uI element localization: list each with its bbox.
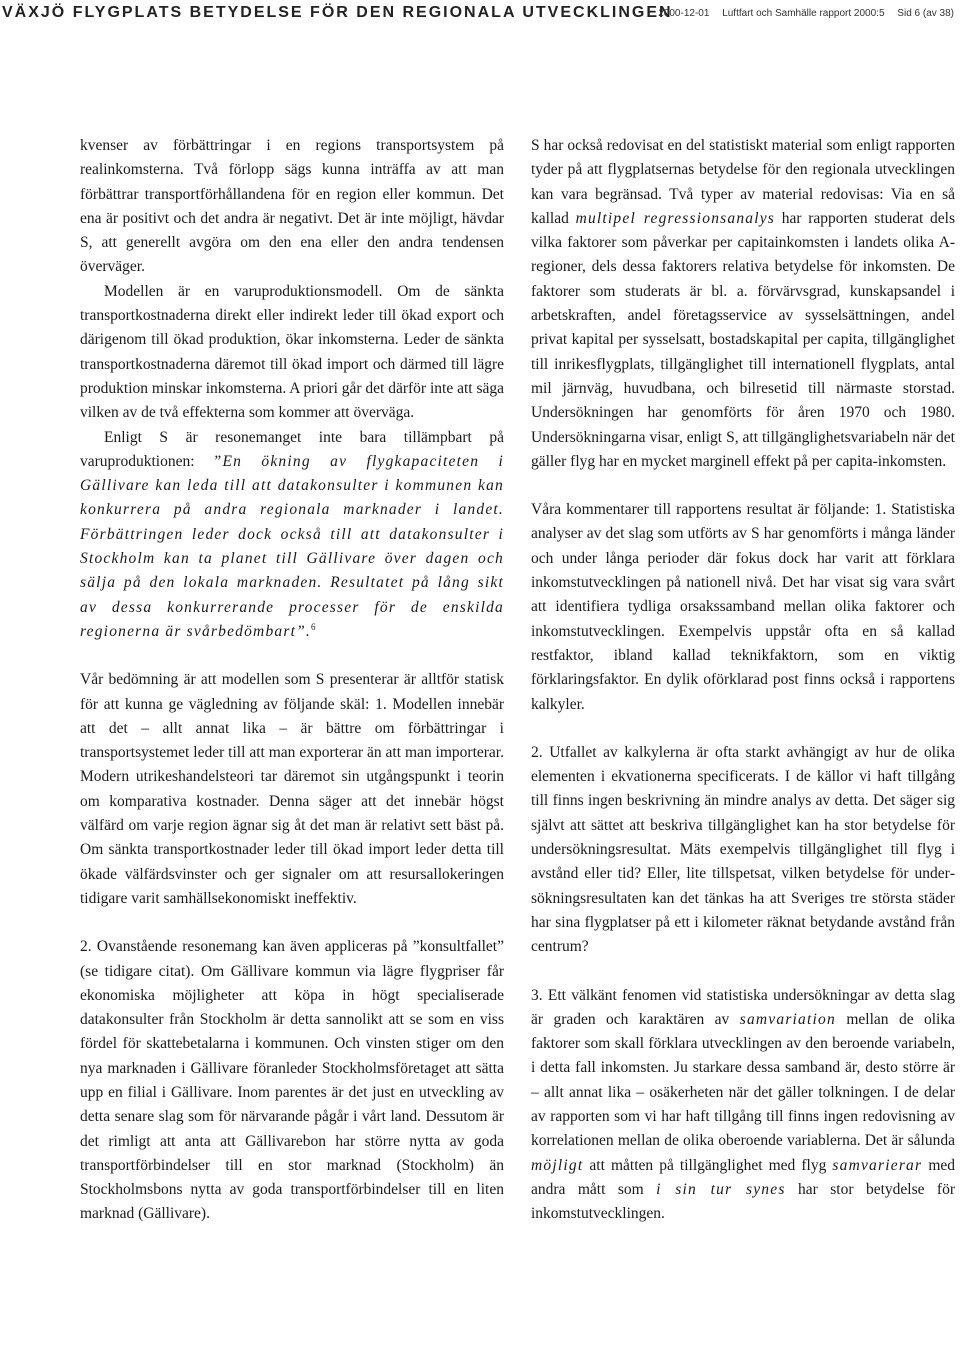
paragraph-quote bbox=[80, 426, 504, 645]
right-column bbox=[531, 134, 955, 1226]
emphasis-text: multipel regressionsanalys bbox=[575, 209, 776, 227]
paragraph-text: har rapporten studerat dels vilka faktorer som påverkar per capitainkomsten i landets olika A-regioner, dels dessa faktorers relativa betydelse för inkomsten. De faktorer som studerats är bl. a. förvärvsgrad, kunskapsandel i arbetskraften, andel företagsservice av sysselsättningen, andel privat kapital per sysselsatt, bostadskapital per capita, tillgänglighet till inrikesflygplats, tillgänglighet till internationell flygplats, antal mil järnväg, huvudbana, och bilresetid till närmaste storstad. Undersökningen har genomförts för åren 1970 och 1980. Undersökningarna visar, enligt S, att tillgänglighetsvariabeln när det gäller flyg har en mycket marginell effekt på per capita-inkomsten. bbox=[531, 209, 956, 470]
paragraph: kvenser av förbättringar i en regions transportsystem på realinkomsterna. Två förlopp sägs kunna inträffa av att man förbättrar transportförhållandena för en region eller kommun. Det ena är positivt och det andra är negativt. Det är inte möjligt, hävdar S, att generellt avgöra om den ena eller den andra tendensen överväger. bbox=[80, 137, 504, 276]
emphasis-text: i sin tur synes bbox=[656, 1180, 786, 1198]
quote-text: ”En ökning av flygkapaciteten i Gällivare kan leda till att datakonsulter i kommunen kan konkurrera på andra regionala marknader i landet. Förbättringen leder dock också till att datakonsulter i Stockholm kan ta planet till Gällivare över dagen och sälja på den lokala marknaden. Resultatet på lång sikt av dessa konkurrerande processer för de enskilda regionerna är svårbedömbart”. bbox=[80, 452, 504, 640]
paragraph-text: mellan de olika faktorer som skall förklara utvecklingen av den beroende variabeln, i detta fall inkomsten. Ju starkare dessa samband är, desto större är – allt annat lika – osäkerheten när det gäller tolkningen. I de delar av rapporten som vi har haft tillgång till finns ingen redovisning av korrelationen mellan de olika oberoende variablerna. Det är sålunda bbox=[531, 1010, 955, 1150]
paragraph bbox=[531, 984, 955, 1227]
page-header bbox=[0, 0, 960, 30]
left-column bbox=[80, 134, 504, 1227]
report-title: VÄXJÖ FLYGPLATS BETYDELSE FÖR DEN REGIONALA UTVECKLINGEN bbox=[2, 4, 673, 21]
footnote-ref: 6 bbox=[311, 621, 316, 632]
paragraph: 2. Ovanstående resonemang kan även appliceras på ”konsultfallet” (se tidigare citat). Om Gällivare kommun via lägre flygpriser får ekonomiska möjligheter att köpa in högt specialiserade datakonsulter från Stockholm är detta sannolikt att se som en viss fördel för skattebetalarna i kommunen. Och vinsten stiger om den nya marknaden i Gällivare föranleder Stockholmsföretaget att sätta upp en filial i Gällivare. Inom parentes är det just en utveckling av detta senare slag som för närvarande pågår i vårt land. Dessutom är det rimligt att anta att Gällivarebon har större nytta av goda transportförbindelser till en stor marknad (Stockholm) än Stockholmsbons nytta av goda transportförbindelser till en liten marknad (Gällivare). bbox=[80, 938, 504, 1223]
paragraph: Våra kommentarer till rapportens resultat är följande: 1. Statistiska analyser av det slag som utförts av S har genomförts i många länder och under långa perioder där fokus dock har varit att förklara inkomstutvecklingen på nationell nivå. Det har visat sig vara svårt att identifiera tydliga orsakssamband mellan olika faktorer och inkomstutvecklingen. Exempelvis uppstår ofta en så kallad restfaktor, ibland kallad teknikfaktorn, som en viktig förklaringsfaktor. En dylik oförklarad post finns också i rapportens kalkyler. bbox=[531, 501, 955, 713]
paragraph: Modellen är en varuproduktionsmodell. Om de sänkta transportkostnaderna direkt eller indirekt leder till ökad export och därigenom till ökad produktion, ökar inkomsterna. Leder de sänkta transportkostnaderna däremot till ökad import och därmed till lägre produktion minskar inkomsterna. A priori går det därför inte att säga vilken av de två effekterna som kommer att överväga. bbox=[80, 282, 504, 422]
report-series: Luftfart och Samhälle rapport 2000:5 bbox=[722, 8, 885, 19]
paragraph-text: S har också redovisat en del statistiskt material som enligt rapporten tyder på att flygplatsernas betydelse för den regionala utvecklingen kan vara begränsad. Två typer av material redovisas: Via en så kallad bbox=[531, 137, 955, 227]
paragraph-text: med andra mått som bbox=[531, 1156, 956, 1198]
paragraph-text: 3. Ett välkänt fenomen vid statistiska undersökningar av detta slag är graden och karaktären av bbox=[531, 986, 955, 1028]
header-meta bbox=[648, 8, 954, 19]
paragraph: Vår bedömning är att modellen som S presenterar är alltför statisk för att kunna ge vägledning av följande skäl: 1. Modellen innebär att det – allt annat lika – är bättre om förbättringar i transportsystemet leder till att man exporterar än att man importerar. Modern utrikeshandelsteori tar däremot sin utgångspunkt i teorin om komparativa kostnader. Denna säger att det innebär högst välfärd om varje region ägnar sig åt det man är relativt sett bäst på. Om sänkta transportkostnader leder till ökad import leder detta till ökade välfärdsvinster och ger signaler om att resursallokeringen tidigare varit samhällsekonomiskt ineffektiv. bbox=[80, 671, 504, 907]
page-number: Sid 6 (av 38) bbox=[897, 8, 954, 19]
paragraph: 2. Utfallet av kalkylerna är ofta starkt avhängigt av hur de olika elementen i ekvationerna specificerats. I de källor vi haft tillgång till finns ingen beskrivning än mindre analys av detta. Det säger sig självt att sättet att beskriva tillgänglighet kan ha stor betydelse för undersökningsresultat. Mäts exempelvis tillgänglighet till flyg i avstånd eller tid? Eller, lite tillspetsat, vilken betydelse för undersökningsresultaten kan det tänkas ha att Sveriges tre största städer har sina flygplatser på ett i kilometer räknat betydande avstånd från centrum? bbox=[531, 743, 955, 956]
paragraph-text: Enligt S är resonemanget inte bara tillämpbart på varuproduktionen: bbox=[80, 428, 504, 470]
paragraph-text: har stor betydelse för inkomstutvecklingen. bbox=[531, 1180, 955, 1223]
emphasis-text: samvarierar bbox=[832, 1156, 923, 1174]
paragraph-text: att måtten på tillgänglighet med flyg bbox=[583, 1156, 833, 1174]
emphasis-text: möjligt bbox=[531, 1156, 584, 1174]
report-date: 2000-12-01 bbox=[658, 8, 710, 19]
emphasis-text: samvariation bbox=[739, 1010, 836, 1028]
paragraph bbox=[531, 134, 955, 474]
